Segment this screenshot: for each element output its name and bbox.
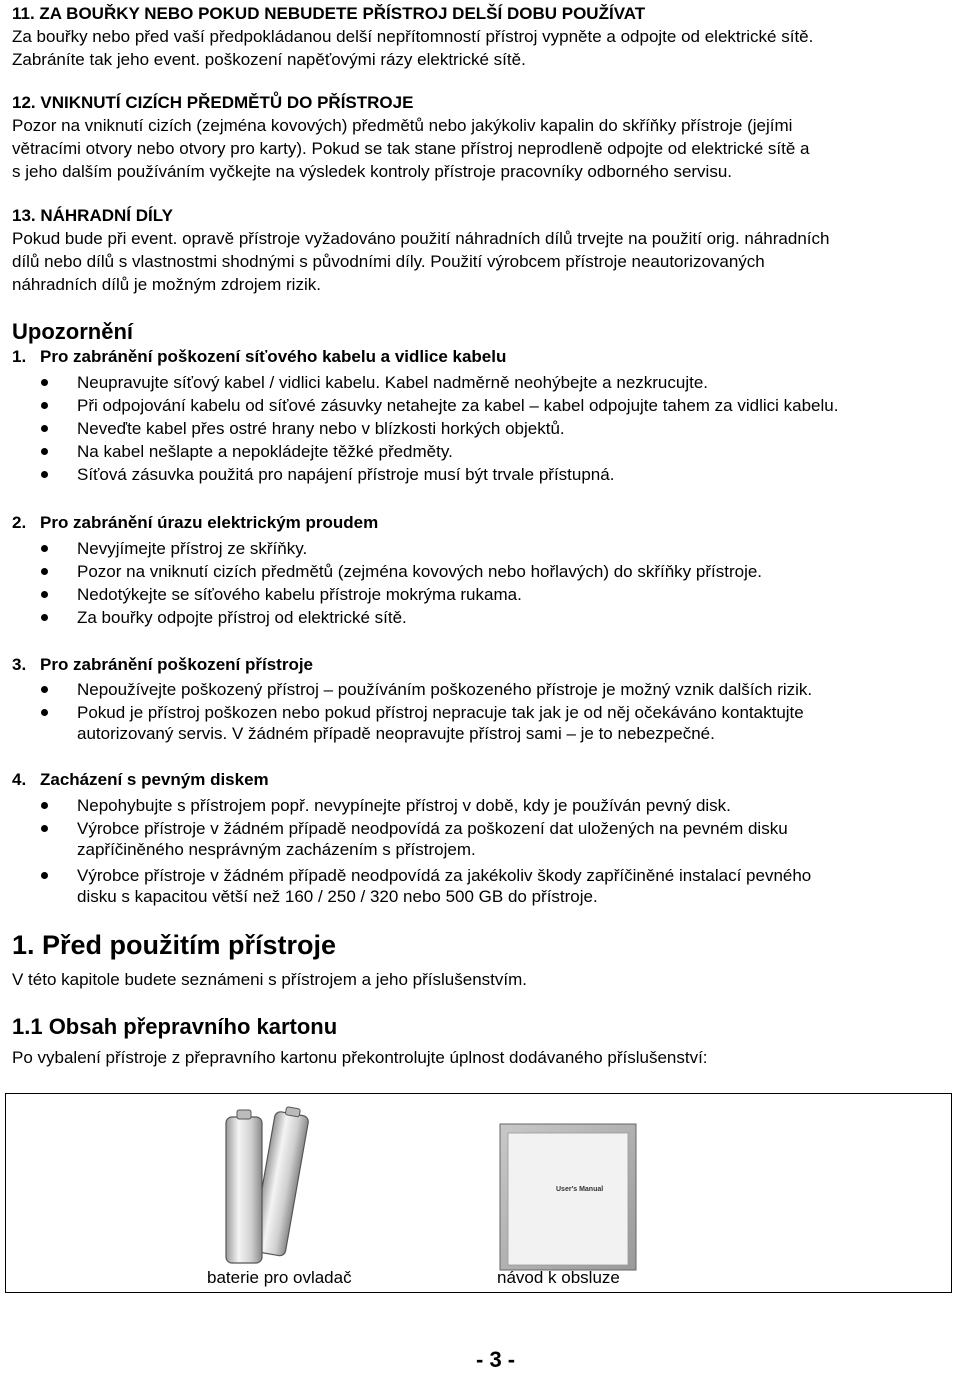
page-number: - 3 - xyxy=(476,1347,516,1372)
list-item: Pokud je přístroj poškozen nebo pokud přístroj nepracuje tak jak je od něj očekáváno kontaktujte xyxy=(0,701,960,724)
section-1-1-heading: 1.1 Obsah přepravního kartonu xyxy=(12,1014,338,1039)
list-item: Neveďte kabel přes ostré hrany nebo v blízkosti horkých objektů. xyxy=(0,417,960,440)
list-item: Výrobce přístroje v žádném případě neodpovídá za poškození dat uložených na pevném disku xyxy=(0,817,960,840)
manual-icon xyxy=(499,1123,639,1273)
chapter-1-heading: 1. Před použitím přístroje xyxy=(12,930,337,960)
section-13-line-2: dílů nebo dílů s vlastnostmi shodnými s původními díly. Použití výrobcem přístroje neautorizovaných xyxy=(12,252,765,271)
list-item: Výrobce přístroje v žádném případě neodpovídá za jakékoliv škody zapříčiněné instalací pevného xyxy=(0,864,960,887)
section-11-heading: 11. ZA BOUŘKY NEBO POKUD NEBUDETE PŘÍSTROJ DELŠÍ DOBU POUŽÍVAT xyxy=(12,4,646,23)
chapter-1-text: V této kapitole budete seznámeni s přístrojem a jeho příslušenstvím. xyxy=(12,970,527,989)
manual-cover-title: User's Manual xyxy=(556,1186,604,1193)
list-item: Síťová zásuvka použitá pro napájení přístroje musí být trvale přístupná. xyxy=(0,463,960,486)
section-11-line-1: Za bouřky nebo před vaší předpokládanou delší nepřítomností přístroj vypněte a odpojte od elektrické sítě. xyxy=(12,27,814,46)
warning-group-2-number: 2. xyxy=(12,513,27,532)
accessories-figure xyxy=(5,1093,952,1293)
list-item: Nedotýkejte se síťového kabelu přístroje mokrýma rukama. xyxy=(0,583,960,606)
list-item-continuation: zapříčiněného nesprávným zacházením s přístrojem. xyxy=(77,840,476,859)
list-item: Za bouřky odpojte přístroj od elektrické sítě. xyxy=(0,606,960,629)
section-11-line-2: Zabráníte tak jeho event. poškození napěťovými rázy elektrické sítě. xyxy=(12,50,526,69)
warning-group-3-number: 3. xyxy=(12,655,27,674)
list-item: Při odpojování kabelu od síťové zásuvky netahejte za kabel – kabel odpojujte tahem za vidlici kabelu. xyxy=(0,394,960,417)
section-13-heading: 13. NÁHRADNÍ DÍLY xyxy=(12,206,173,225)
list-item: Pozor na vniknutí cizích předmětů (zejména kovových nebo hořlavých) do skříňky přístroje. xyxy=(0,560,960,583)
warning-group-3-list xyxy=(0,678,960,724)
list-item: Nepoužívejte poškozený přístroj – používáním poškozeného přístroje je možný vznik dalších rizik. xyxy=(0,678,960,701)
caption-manual: návod k obsluze xyxy=(497,1268,620,1287)
warnings-title: Upozornění xyxy=(12,319,133,344)
section-12-line-1: Pozor na vniknutí cizích (zejména kovových) předmětů nebo jakýkoliv kapalin do skříňky přístroje (jejími xyxy=(12,116,793,135)
list-item-continuation: autorizovaný servis. V žádném případě neopravujte přístroj sami – je to nebezpečné. xyxy=(77,724,715,743)
list-item: Na kabel nešlapte a nepokládejte těžké předměty. xyxy=(0,440,960,463)
batteries-icon xyxy=(212,1099,322,1269)
list-item-continuation: disku s kapacitou větší než 160 / 250 / 320 nebo 500 GB do přístroje. xyxy=(77,887,598,906)
warning-group-2-heading: Pro zabránění úrazu elektrickým proudem xyxy=(40,513,379,532)
section-12-heading: 12. VNIKNUTÍ CIZÍCH PŘEDMĚTŮ DO PŘÍSTROJE xyxy=(12,93,414,112)
warning-group-1-heading: Pro zabránění poškození síťového kabelu a vidlice kabelu xyxy=(40,347,507,366)
warning-group-1-number: 1. xyxy=(12,347,27,366)
caption-batteries: baterie pro ovladač xyxy=(207,1268,352,1287)
warning-group-4-number: 4. xyxy=(12,770,27,789)
warning-group-4-list-b xyxy=(0,864,960,887)
warning-group-1-list xyxy=(0,371,960,486)
warning-group-2-list xyxy=(0,537,960,629)
warning-group-3-heading: Pro zabránění poškození přístroje xyxy=(40,655,314,674)
section-1-1-text: Po vybalení přístroje z přepravního kartonu překontrolujte úplnost dodávaného příslušenství: xyxy=(12,1048,708,1067)
list-item: Neupravujte síťový kabel / vidlici kabelu. Kabel nadměrně neohýbejte a nezkrucujte. xyxy=(0,371,960,394)
section-12-line-2: větracími otvory nebo otvory pro karty). Pokud se tak stane přístroj neprodleně odpojte od elektrické sítě a xyxy=(12,139,810,158)
list-item: Nevyjímejte přístroj ze skříňky. xyxy=(0,537,960,560)
section-13-line-3: náhradních dílů je možným zdrojem rizik. xyxy=(12,275,321,294)
warning-group-4-heading: Zacházení s pevným diskem xyxy=(40,770,269,789)
section-12-line-3: s jeho dalším používáním vyčkejte na výsledek kontroly přístroje pracovníky odborného servisu. xyxy=(12,162,733,181)
warning-group-4-list xyxy=(0,794,960,840)
list-item: Nepohybujte s přístrojem popř. nevypínejte přístroj v době, kdy je používán pevný disk. xyxy=(0,794,960,817)
section-13-line-1: Pokud bude při event. opravě přístroje vyžadováno použití náhradních dílů trvejte na použití orig. náhradních xyxy=(12,229,830,248)
